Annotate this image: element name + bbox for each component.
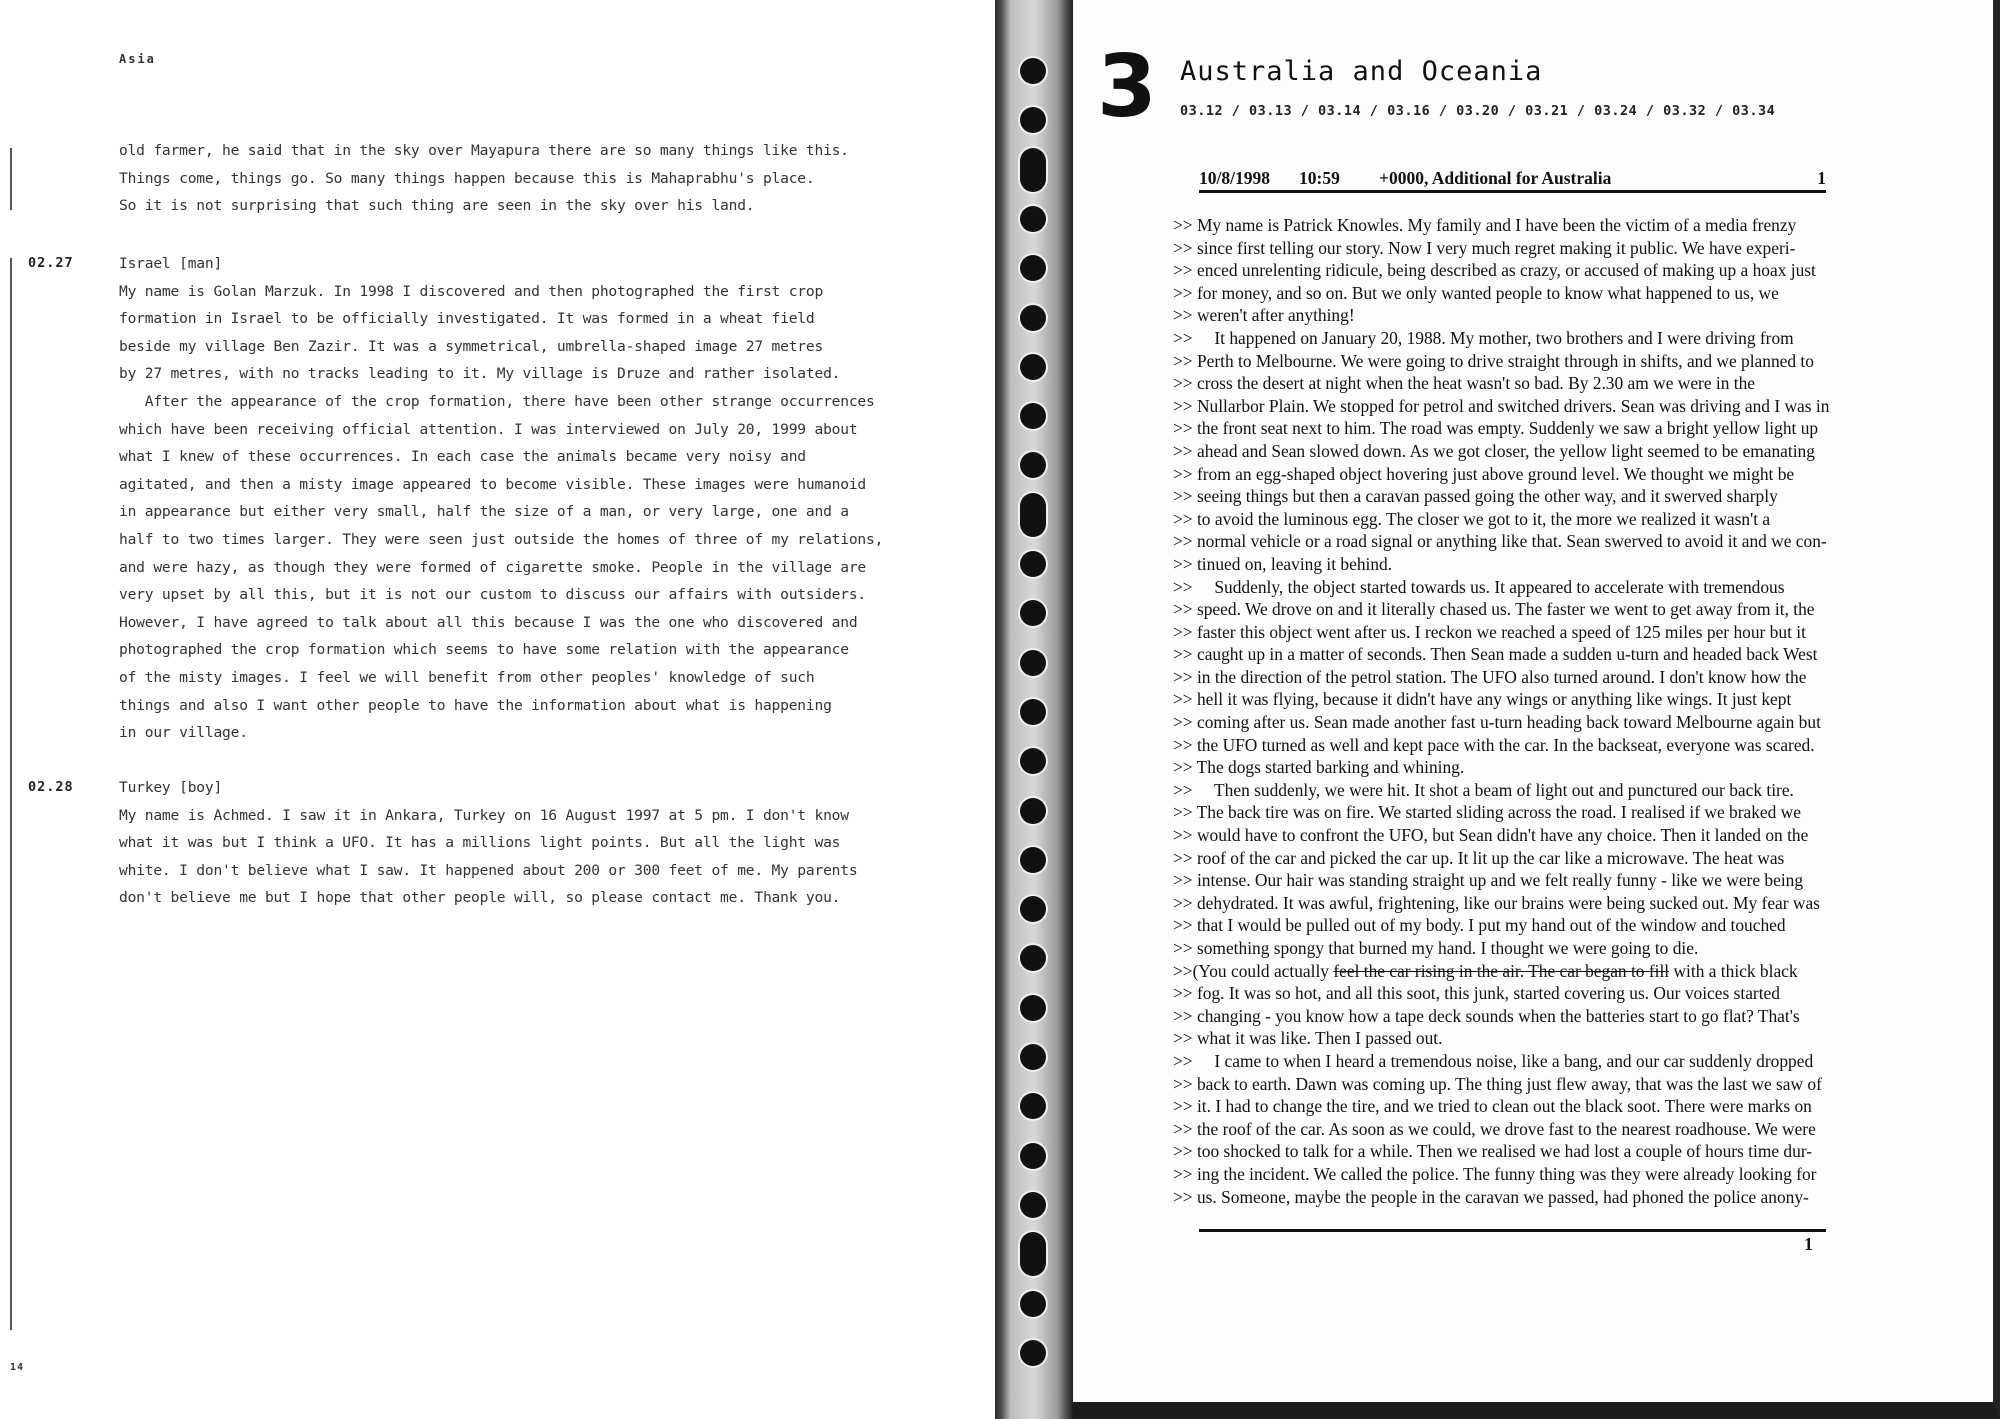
text-line: half to two times larger. They were seen just outside the homes of three of my relations, <box>119 530 884 548</box>
binder-hole <box>1020 896 1046 922</box>
text-line <box>1173 350 1829 373</box>
quote-prefix: >> <box>1173 508 1193 529</box>
text-line <box>1173 372 1829 395</box>
quote-prefix: >> <box>1173 870 1193 891</box>
text-line: in appearance but either very small, half the size of a man, or very large, one and a <box>119 503 849 521</box>
quote-prefix: >> <box>1173 621 1193 642</box>
line-text: it. I had to change the tire, and we tried to clean out the black soot. There were marks on <box>1192 1096 1812 1117</box>
text-line <box>1173 960 1829 983</box>
text-line: old farmer, he said that in the sky over Mayapura there are so many things like this. <box>119 142 849 159</box>
line-text: roof of the car and picked the car up. It lit up the car like a microwave. The heat was <box>1192 847 1785 868</box>
quote-prefix: >> <box>1173 734 1193 755</box>
chapter-number: 3 <box>1097 37 1157 137</box>
line-text: My name is Patrick Knowles. My family and I have been the victim of a media frenzy <box>1192 215 1797 235</box>
binder-hole <box>1020 1093 1046 1119</box>
line-text: The dogs started barking and whining. <box>1192 757 1465 778</box>
line-text: It happened on January 20, 1988. My mother, two brothers and I were driving from <box>1192 327 1794 348</box>
line-text: I came to when I heard a tremendous noise, like a bang, and our car suddenly dropped <box>1192 1050 1814 1071</box>
text-line <box>1173 282 1829 305</box>
quote-prefix: >> <box>1173 915 1193 936</box>
quote-prefix: >> <box>1173 1118 1193 1139</box>
text-line <box>1173 1005 1829 1028</box>
quote-prefix: >> <box>1173 463 1193 484</box>
line-text: the roof of the car. As soon as we could, we drove fast to the nearest roadhouse. We were <box>1192 1118 1816 1139</box>
entry-israel <box>119 250 883 747</box>
quote-prefix: >> <box>1173 531 1193 552</box>
text-line: white. I don't believe what I saw. It happened about 200 or 300 feet of me. My parents <box>119 861 858 879</box>
line-text: hell it was flying, because it didn't have any wings or anything like wings. It just kept <box>1192 689 1792 710</box>
quote-prefix: >> <box>1173 260 1193 281</box>
binder-hole <box>1020 699 1046 725</box>
text-line <box>1173 1027 1829 1050</box>
quote-prefix: >> <box>1173 576 1193 597</box>
text-line <box>1173 1163 1829 1186</box>
binder-hole <box>1020 650 1046 676</box>
text-line <box>1173 711 1829 734</box>
quote-prefix: >> <box>1173 1050 1193 1071</box>
text-line: My name is Golan Marzuk. In 1998 I discovered and then photographed the first crop <box>119 282 824 300</box>
quote-prefix: >> <box>1173 282 1193 303</box>
struck-text: feel the car rising in the air. The car began to fill <box>1333 960 1670 981</box>
quote-prefix: >> <box>1173 1028 1193 1049</box>
text-line <box>1173 1050 1829 1073</box>
text-line <box>1173 508 1829 531</box>
line-text: ahead and Sean slowed down. As we got closer, the yellow light seemed to be emanating <box>1192 440 1815 461</box>
quote-prefix: >> <box>1173 1096 1193 1117</box>
header-subject: +0000, Additional for Australia <box>1379 168 1612 188</box>
quote-prefix: >> <box>1173 237 1193 258</box>
quote-prefix: >> <box>1173 757 1193 778</box>
binder-hole <box>1020 206 1046 232</box>
line-text: from an egg-shaped object hovering just above ground level. We thought we might be <box>1192 463 1795 484</box>
quote-prefix: >> <box>1173 666 1193 687</box>
text-line <box>1173 982 1829 1005</box>
text-line <box>1173 779 1829 802</box>
header-time: 10:59 <box>1299 168 1340 188</box>
text-line <box>1173 801 1829 824</box>
line-text: us. Someone, maybe the people in the caravan we passed, had phoned the police anony- <box>1192 1186 1809 1207</box>
text-line <box>1173 259 1829 282</box>
line-text: changing - you know how a tape deck sounds when the batteries start to go flat? That's <box>1192 1005 1800 1026</box>
text-line <box>1173 214 1829 237</box>
text-line <box>1173 643 1829 666</box>
text-line: My name is Achmed. I saw it in Ankara, Turkey on 16 August 1997 at 5 pm. I don't know <box>119 806 849 824</box>
text-line <box>1173 869 1829 892</box>
line-text: intense. Our hair was standing straight up and we felt really funny - like we were being <box>1192 870 1804 891</box>
text-line <box>1173 395 1829 418</box>
line-text: coming after us. Sean made another fast u-turn heading back toward Melbourne again but <box>1192 712 1821 733</box>
quote-prefix: >> <box>1173 418 1193 439</box>
binder-hole <box>1020 403 1046 429</box>
line-text: back to earth. Dawn was coming up. The thing just flew away, that was the last we saw of <box>1192 1073 1822 1094</box>
quote-prefix: >> <box>1173 327 1193 348</box>
binder-hole <box>1020 995 1046 1021</box>
text-line: things and also I want other people to have the information about what is happening <box>119 696 832 714</box>
text-line <box>1173 1073 1829 1096</box>
chapter-codes: 03.12 / 03.13 / 03.14 / 03.16 / 03.20 / 03.21 / 03.24 / 03.32 / 03.34 <box>1180 103 1776 119</box>
quote-prefix: >> <box>1173 373 1193 394</box>
text-line <box>1173 530 1829 553</box>
text-line: formation in Israel to be officially investigated. It was formed in a wheat field <box>119 310 815 328</box>
binder-hole <box>1020 107 1046 133</box>
quote-prefix: >> <box>1173 1163 1193 1184</box>
quote-prefix: >> <box>1173 350 1193 371</box>
quote-prefix: >> <box>1173 1005 1193 1026</box>
text-line <box>1173 237 1829 260</box>
line-text: for money, and so on. But we only wanted people to know what happened to us, we <box>1192 282 1779 303</box>
line-text: Then suddenly, we were hit. It shot a beam of light out and punctured our back tire. <box>1192 779 1794 800</box>
quote-prefix: >> <box>1173 395 1193 416</box>
text-line <box>1173 847 1829 870</box>
chapter-title: Australia and Oceania <box>1180 56 1543 87</box>
line-text: that I would be pulled out of my body. I put my hand out of the window and touched <box>1192 915 1786 936</box>
binder-hole <box>1020 1291 1046 1317</box>
text-line <box>1173 688 1829 711</box>
quote-prefix: >> <box>1173 1186 1193 1207</box>
line-text: something spongy that burned my hand. I thought we were going to die. <box>1192 938 1699 958</box>
quote-prefix: >> <box>1173 440 1193 461</box>
text-line <box>1173 914 1829 937</box>
line-text: in the direction of the petrol station. The UFO also turned around. I don't know how the <box>1192 666 1807 687</box>
line-text: would have to confront the UFO, but Sean didn't have any choice. Then it landed on the <box>1192 825 1809 846</box>
line-text: tinued on, leaving it behind. <box>1192 553 1393 574</box>
text-line <box>1173 327 1829 350</box>
text-line <box>1173 440 1829 463</box>
line-text: speed. We drove on and it literally chased us. The faster we went to get away from it, the <box>1192 599 1815 620</box>
text-line <box>1173 553 1829 576</box>
email-body <box>1173 214 1829 1208</box>
text-line <box>1173 666 1829 689</box>
text-line <box>1173 1095 1829 1118</box>
quote-prefix: >> <box>1173 689 1193 710</box>
section-heading: Asia <box>119 52 156 66</box>
line-text: caught up in a matter of seconds. Then Sean made a sudden u-turn and headed back West <box>1192 644 1818 665</box>
binder-hole <box>1020 354 1046 380</box>
quote-prefix: >> <box>1173 644 1193 665</box>
binder-hole <box>1020 255 1046 281</box>
binder-hole <box>1020 551 1046 577</box>
header-date: 10/8/1998 <box>1199 168 1270 188</box>
text-line: photographed the crop formation which seems to have some relation with the appearance <box>119 641 849 659</box>
binder-hole <box>1020 452 1046 478</box>
line-text: Perth to Melbourne. We were going to drive straight through in shifts, and we planned to <box>1192 350 1814 371</box>
line-text: the UFO turned as well and kept pace with the car. In the backseat, everyone was scared. <box>1192 734 1815 755</box>
header-page: 1 <box>1817 168 1826 188</box>
line-text: Nullarbor Plain. We stopped for petrol and switched drivers. Sean was driving and I was in <box>1192 395 1830 416</box>
text-line: After the appearance of the crop formation, there have been other strange occurrences <box>119 392 875 410</box>
quote-prefix: >> <box>1173 847 1193 868</box>
entry-heading: Israel [man] <box>119 255 223 272</box>
binder-hole <box>1020 305 1046 331</box>
line-text: what it was like. Then I passed out. <box>1192 1028 1443 1049</box>
text-line <box>1173 417 1829 440</box>
page-number: 14 <box>10 1362 25 1373</box>
text-line: don't believe me but I hope that other people will, so please contact me. Thank you. <box>119 889 841 907</box>
entry-heading: Turkey [boy] <box>119 779 223 796</box>
text-line <box>1173 1118 1829 1141</box>
line-text: enced unrelenting ridicule, being described as crazy, or accused of making up a hoax just <box>1192 260 1816 281</box>
margin-rule <box>10 258 12 1330</box>
quote-prefix: >> <box>1173 938 1193 958</box>
line-text: too shocked to talk for a while. Then we realised we had lost a couple of hours time dur- <box>1192 1141 1813 1162</box>
entry-turkey <box>119 774 857 912</box>
quote-prefix: >> <box>1173 892 1193 913</box>
quote-prefix: >> <box>1173 983 1193 1004</box>
text-line: of the misty images. I feel we will benefit from other peoples' knowledge of such <box>119 668 815 686</box>
text-line: what it was but I think a UFO. It has a millions light points. But all the light was <box>119 834 841 852</box>
line-text: ing the incident. We called the police. The funny thing was they were already looking for <box>1192 1163 1817 1184</box>
quote-prefix: >> <box>1173 1073 1193 1094</box>
line-text: seeing things but then a caravan passed going the other way, and it swerved sharply <box>1192 486 1778 507</box>
binder-hole <box>1020 1232 1046 1276</box>
text-line <box>1173 463 1829 486</box>
line-text: to avoid the luminous egg. The closer we got to it, the more we realized it wasn't a <box>1192 508 1771 529</box>
binder-hole <box>1020 748 1046 774</box>
line-text: weren't after anything! <box>1192 305 1355 326</box>
quote-prefix: >> <box>1173 215 1193 235</box>
quote-prefix: >> <box>1173 779 1193 800</box>
text-line <box>1173 824 1829 847</box>
line-text: with a thick black <box>1669 960 1798 981</box>
line-text: cross the desert at night when the heat wasn't so bad. By 2.30 am we were in the <box>1192 373 1756 394</box>
document-header <box>1199 168 1826 193</box>
binder-hole <box>1020 1143 1046 1169</box>
text-line: very upset by all this, but it is not our custom to discuss our affairs with outsiders. <box>119 586 866 604</box>
text-line: However, I have agreed to talk about all this because I was the one who discovered and <box>119 613 858 631</box>
quote-prefix: >> <box>1173 599 1193 620</box>
text-line: and were hazy, as though they were formed of cigarette smoke. People in the village are <box>119 558 866 576</box>
text-line: which have been receiving official attention. I was interviewed on July 20, 1999 about <box>119 420 858 438</box>
line-text: The back tire was on fire. We started sliding across the road. I realised if we braked we <box>1192 802 1801 823</box>
quote-prefix: >> <box>1173 1141 1193 1162</box>
entry-number: 02.27 <box>28 255 74 271</box>
quote-prefix: >> <box>1173 825 1193 846</box>
line-text: since first telling our story. Now I very much regret making it public. We have experi- <box>1192 237 1796 258</box>
quote-prefix: >> <box>1173 802 1193 823</box>
text-line <box>1173 1186 1829 1209</box>
binder-hole <box>1020 945 1046 971</box>
quote-prefix: >> <box>1173 553 1193 574</box>
text-line: agitated, and then a misty image appeared to become visible. These images were humanoid <box>119 475 866 493</box>
text-line: beside my village Ben Zazir. It was a symmetrical, umbrella-shaped image 27 metres <box>119 337 824 355</box>
text-line <box>1173 1140 1829 1163</box>
entry-number: 02.28 <box>28 779 74 795</box>
text-line <box>1173 304 1829 327</box>
binder-hole <box>1020 493 1046 537</box>
line-text: dehydrated. It was awful, frightening, like our brains were being sucked out. My fear was <box>1192 892 1820 913</box>
line-text: fog. It was so hot, and all this soot, this junk, started covering us. Our voices started <box>1192 983 1780 1004</box>
quote-prefix: >> <box>1173 305 1193 326</box>
text-line <box>1173 734 1829 757</box>
text-line <box>1173 756 1829 779</box>
margin-rule <box>10 148 12 210</box>
text-line <box>1173 937 1829 960</box>
footer-rule <box>1199 1229 1826 1232</box>
binder-hole <box>1020 798 1046 824</box>
binder-hole <box>1020 1044 1046 1070</box>
text-line: what I knew of these occurrences. In each case the animals became very noisy and <box>119 448 806 466</box>
intro-paragraph <box>119 137 849 220</box>
quote-prefix: >> <box>1173 712 1193 733</box>
line-text: (You could actually <box>1192 960 1334 981</box>
text-line: by 27 metres, with no tracks leading to it. My village is Druze and rather isolated. <box>119 365 841 383</box>
text-line <box>1173 598 1829 621</box>
text-line: in our village. <box>119 724 248 742</box>
quote-prefix: >> <box>1173 960 1193 981</box>
binder-hole <box>1020 600 1046 626</box>
text-line <box>1173 892 1829 915</box>
binder-strip <box>995 0 1073 1419</box>
footer-page-number: 1 <box>1804 1234 1813 1254</box>
binder-hole <box>1020 58 1046 84</box>
text-line: Things come, things go. So many things happen because this is Mahaprabhu's place. <box>119 169 815 187</box>
text-line <box>1173 576 1829 599</box>
quote-prefix: >> <box>1173 486 1193 507</box>
binder-hole <box>1020 1340 1046 1366</box>
line-text: normal vehicle or a road signal or anything like that. Sean swerved to avoid it and we con- <box>1192 531 1827 552</box>
binder-hole <box>1020 847 1046 873</box>
line-text: the front seat next to him. The road was empty. Suddenly we saw a bright yellow light up <box>1192 418 1819 439</box>
binder-hole <box>1020 1192 1046 1218</box>
text-line <box>1173 621 1829 644</box>
binder-hole <box>1020 148 1046 192</box>
line-text: Suddenly, the object started towards us. It appeared to accelerate with tremendous <box>1192 576 1785 597</box>
line-text: faster this object went after us. I reckon we reached a speed of 125 miles per hour but it <box>1192 621 1806 642</box>
left-page <box>0 0 995 1419</box>
right-page <box>1073 0 2000 1419</box>
text-line: So it is not surprising that such thing are seen in the sky over his land. <box>119 197 755 215</box>
text-line <box>1173 485 1829 508</box>
